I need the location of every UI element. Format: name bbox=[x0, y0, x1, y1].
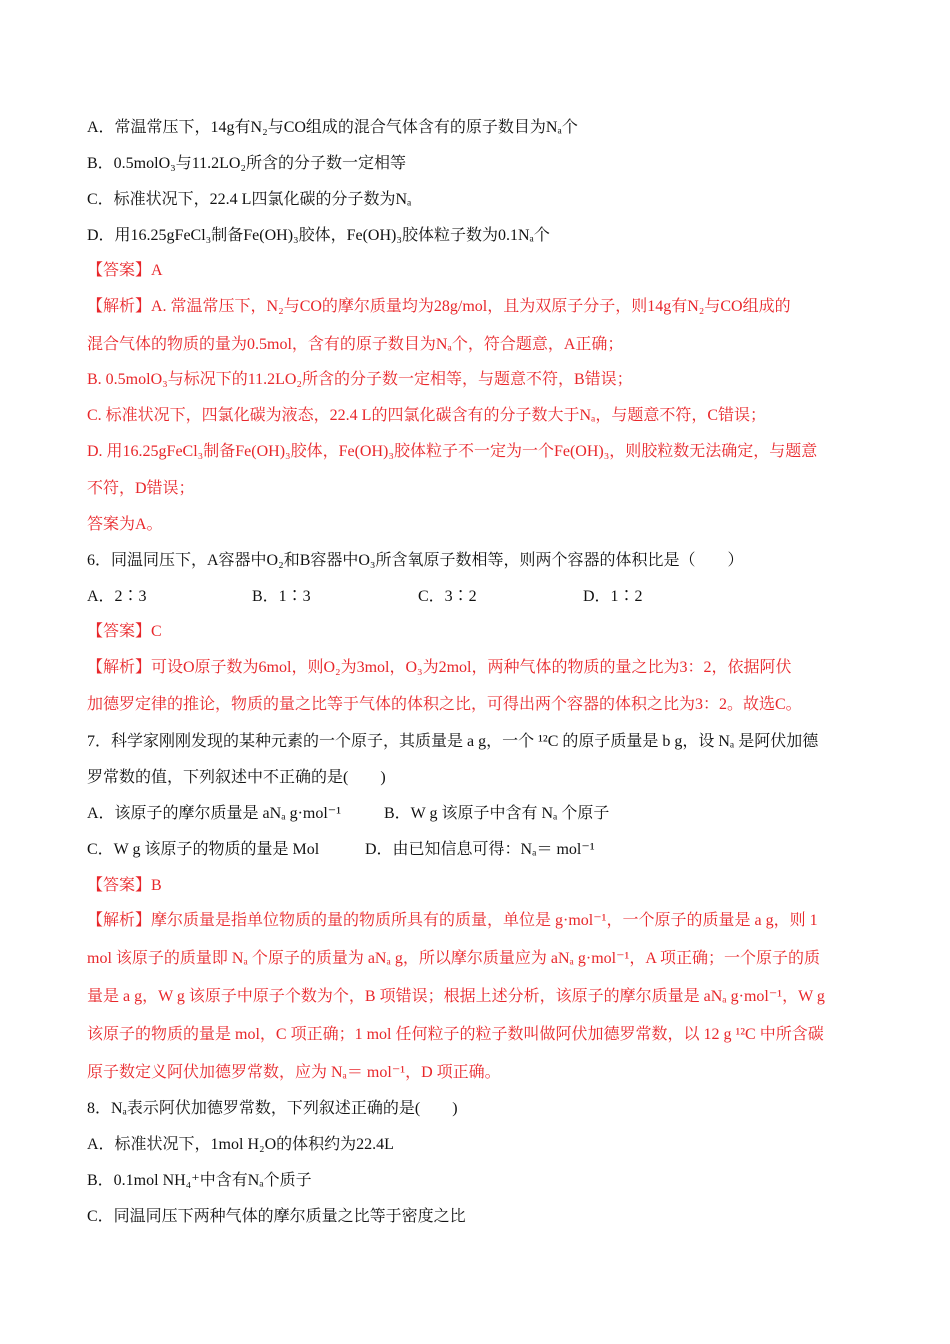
q7-stem-line: 罗常数的值，下列叙述中不正确的是( ) bbox=[87, 769, 386, 786]
q7-analysis-line: 【解析】摩尔质量是指单位物质的量的物质所具有的质量，单位是 g·mol⁻¹，一个原子的质量是 a g，则 1 bbox=[87, 912, 818, 929]
q5-analysis-line: 【解析】A. 常温常压下，N₂与CO的摩尔质量均为28g/mol，且为双原子分子，则14g有N₂与CO组成的 bbox=[87, 298, 791, 315]
q7-analysis-line: 量是 a g，W g 该原子中原子个数为个，B 项错误；根据上述分析，该原子的摩尔质量是 aNₐ g·mol⁻¹，W g bbox=[87, 988, 825, 1005]
q5-analysis-line: 答案为A。 bbox=[87, 516, 163, 533]
q6-option-a: A．2∶3 bbox=[87, 588, 147, 605]
q8-option-b: B．0.1mol NH₄⁺中含有Nₐ个质子 bbox=[87, 1172, 312, 1189]
q7-options-row-1 bbox=[87, 803, 877, 827]
q8-option-a: A．标准状况下，1mol H₂O的体积约为22.4L bbox=[87, 1136, 394, 1153]
q6-analysis-line: 加德罗定律的推论，物质的量之比等于气体的体积之比，可得出两个容器的体积之比为3：2。故选C。 bbox=[87, 696, 802, 713]
q7-option-c: C．W g 该原子的物质的量是 Mol bbox=[87, 841, 320, 858]
q5-answer: 【答案】A bbox=[87, 262, 163, 279]
q8-option-c: C．同温同压下两种气体的摩尔质量之比等于密度之比 bbox=[87, 1208, 466, 1225]
q8-stem: 8．Nₐ表示阿伏加德罗常数，下列叙述正确的是( ) bbox=[87, 1100, 458, 1117]
q6-analysis-line: 【解析】可设O原子数为6mol，则O₂为3mol，O₃为2mol，两种气体的物质的量之比为3：2，依据阿伏 bbox=[87, 659, 792, 676]
q7-answer: 【答案】B bbox=[87, 877, 162, 894]
q7-stem-line: 7．科学家刚刚发现的某种元素的一个原子，其质量是 a g，一个 ¹²C 的原子质量是 b g，设 Nₐ 是阿伏加德 bbox=[87, 733, 819, 750]
q5-option-b: B．0.5molO₃与11.2LO₂所含的分子数一定相等 bbox=[87, 155, 407, 172]
q5-option-c: C．标准状况下，22.4 L四氯化碳的分子数为Nₐ bbox=[87, 191, 412, 208]
q6-option-d: D．1∶2 bbox=[583, 588, 643, 605]
q7-option-b: B．W g 该原子中含有 Nₐ 个原子 bbox=[384, 805, 610, 822]
q5-analysis-line: D. 用16.25gFeCl₃制备Fe(OH)₃胶体，Fe(OH)₃胶体粒子不一定为一个Fe(OH)₃，则胶粒数无法确定，与题意 bbox=[87, 443, 818, 460]
q6-answer: 【答案】C bbox=[87, 623, 162, 640]
q6-option-c: C．3∶2 bbox=[418, 588, 477, 605]
q7-analysis-line: mol 该原子的质量即 Nₐ 个原子的质量为 aNₐ g，所以摩尔质量应为 aNₐ g·mol⁻¹，A 项正确；一个原子的质 bbox=[87, 950, 821, 967]
q6-stem: 6．同温同压下，A容器中O₂和B容器中O₃所含氧原子数相等，则两个容器的体积比是（ ） bbox=[87, 552, 744, 569]
q7-options-row-2 bbox=[87, 839, 877, 863]
q5-analysis-line: C. 标准状况下，四氯化碳为液态，22.4 L的四氯化碳含有的分子数大于Nₐ，与题意不符，C错误； bbox=[87, 407, 767, 424]
q5-analysis-line: 不符，D错误； bbox=[87, 480, 195, 497]
q7-analysis-line: 该原子的物质的量是 mol，C 项正确；1 mol 任何粒子的粒子数叫做阿伏加德罗常数，以 12 g ¹²C 中所含碳 bbox=[87, 1026, 824, 1043]
q5-analysis-line: B. 0.5molO₃与标况下的11.2LO₂所含的分子数一定相等，与题意不符，B错误； bbox=[87, 371, 633, 388]
q5-option-d: D．用16.25gFeCl₃制备Fe(OH)₃胶体，Fe(OH)₃胶体粒子数为0.1Nₐ个 bbox=[87, 227, 550, 244]
q5-analysis-line: 混合气体的物质的量为0.5mol，含有的原子数目为Nₐ个，符合题意，A正确； bbox=[87, 336, 624, 353]
q7-option-d: D．由已知信息可得：Nₐ＝ mol⁻¹ bbox=[365, 841, 595, 858]
q7-analysis-line: 原子数定义阿伏加德罗常数，应为 Nₐ＝ mol⁻¹，D 项正确。 bbox=[87, 1064, 501, 1081]
q7-option-a: A．该原子的摩尔质量是 aNₐ g·mol⁻¹ bbox=[87, 805, 342, 822]
q5-option-a: A．常温常压下，14g有N₂与CO组成的混合气体含有的原子数目为Nₐ个 bbox=[87, 119, 578, 136]
q6-options bbox=[87, 586, 877, 610]
q6-option-b: B．1∶3 bbox=[252, 588, 311, 605]
